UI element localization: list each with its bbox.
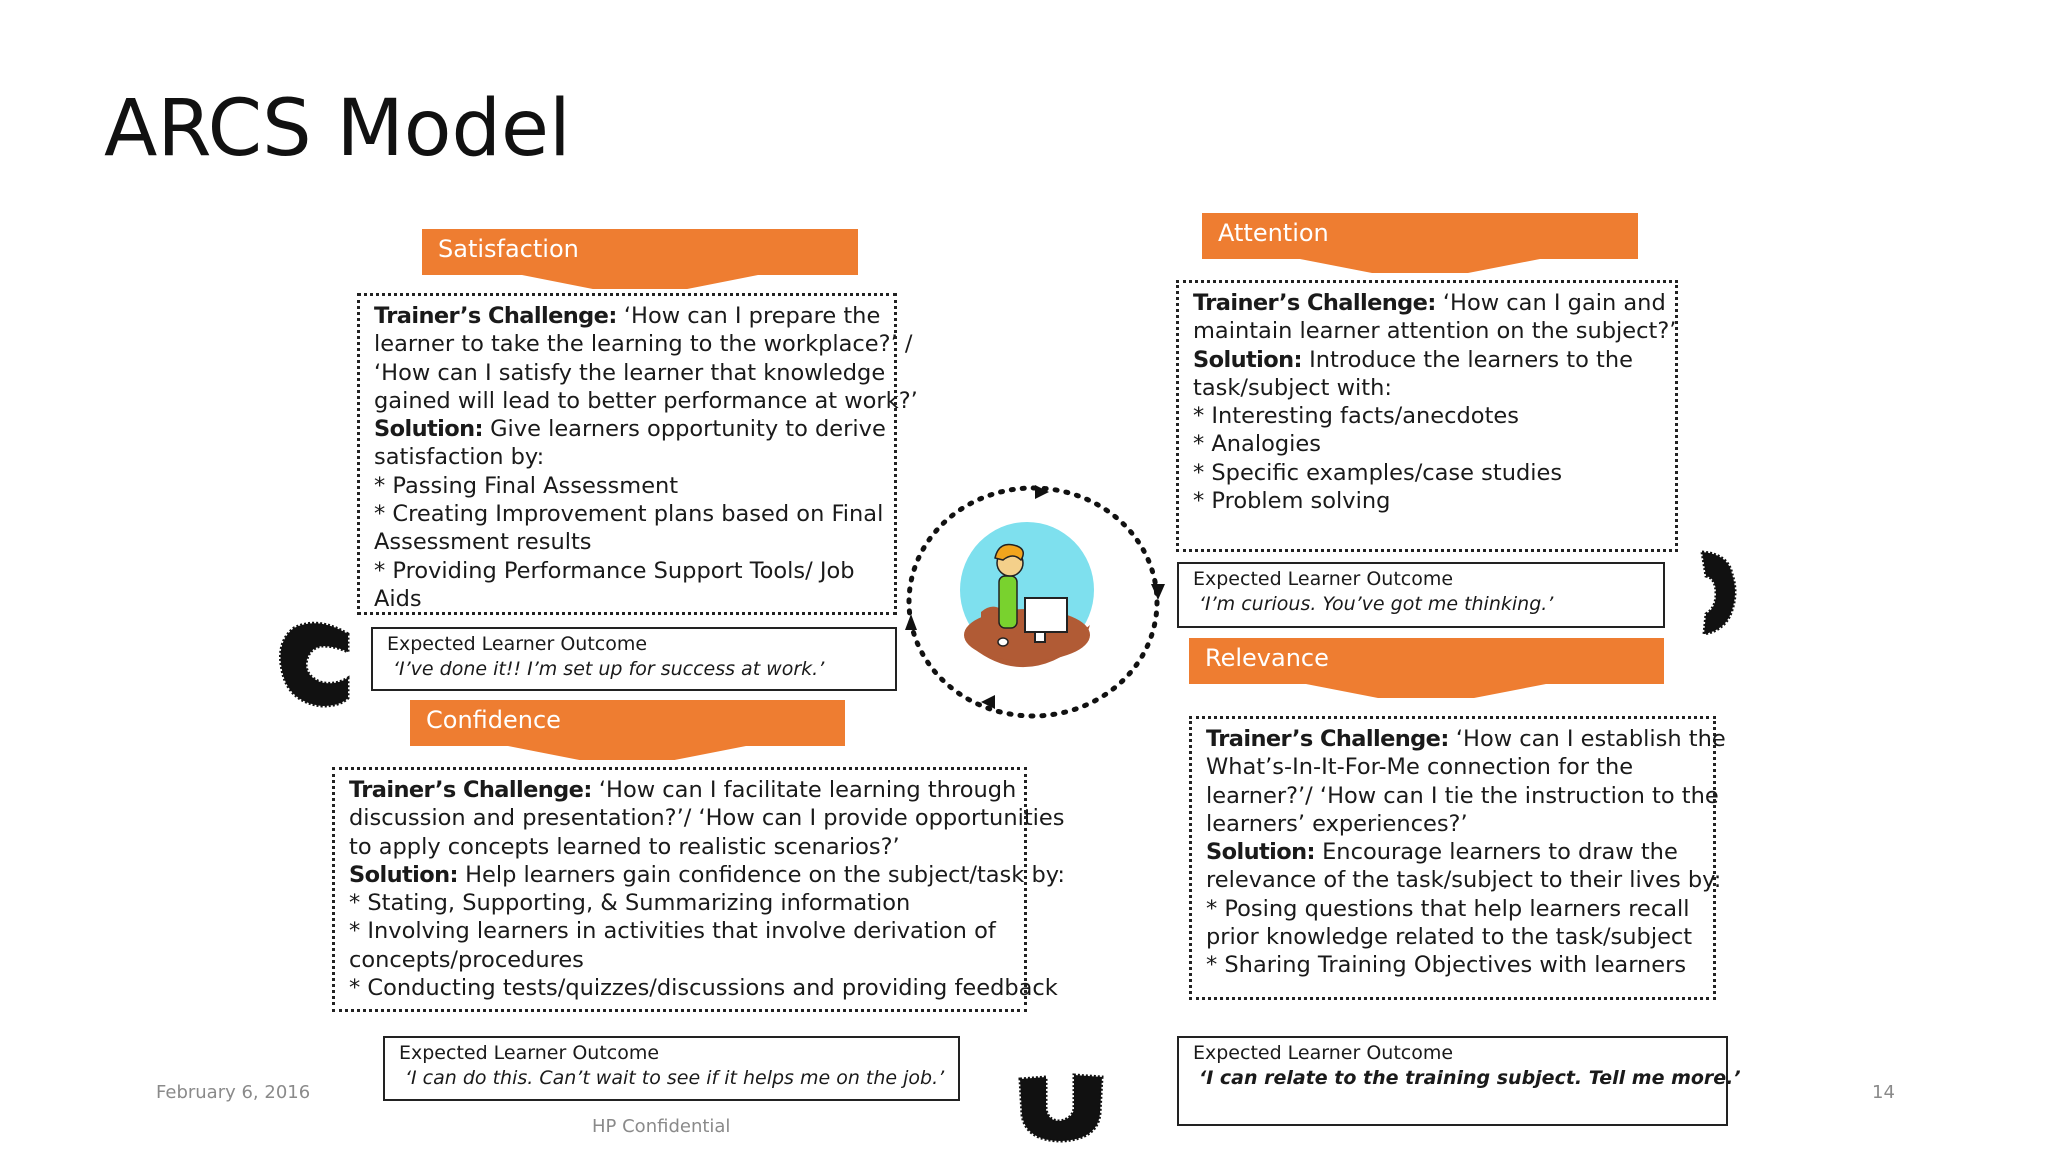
satisfaction-box	[357, 293, 918, 615]
relevance-pointer	[1306, 684, 1546, 698]
satisfaction-outcome-label: Expected Learner Outcome	[387, 633, 648, 655]
confidence-solution-1: * Stating, Supporting, & Summarizing information	[349, 890, 911, 917]
attention-solution-1: task/subject with:	[1193, 374, 1392, 401]
satisfaction-solution-1: satisfaction by:	[374, 444, 545, 471]
letter-j-blob	[1698, 548, 1738, 636]
learner-at-computer-icon	[960, 522, 1094, 667]
attention-outcome-label: Expected Learner Outcome	[1193, 568, 1454, 590]
relevance-header	[1189, 638, 1664, 684]
attention-header-label: Attention	[1218, 219, 1329, 247]
confidence-box	[332, 767, 1066, 1012]
relevance-line-1: What’s-In-It-For-Me connection for the	[1206, 754, 1634, 781]
footer-confidential: HP Confidential	[592, 1116, 731, 1137]
confidence-outcome-box	[383, 1036, 960, 1101]
confidence-header-label: Confidence	[426, 706, 561, 734]
satisfaction-solution-label: Solution:	[374, 416, 483, 443]
attention-solution-2: * Interesting facts/anecdotes	[1193, 403, 1519, 430]
confidence-line-2: to apply concepts learned to realistic scenarios?’	[349, 833, 900, 860]
attention-header	[1202, 213, 1638, 259]
relevance-box	[1189, 716, 1726, 1000]
satisfaction-line-2: ‘How can I satisfy the learner that knowledge	[374, 359, 886, 386]
attention-line-1: maintain learner attention on the subject?’	[1193, 318, 1677, 345]
relevance-solution-4: * Sharing Training Objectives with learners	[1206, 952, 1687, 979]
relevance-outcome-quote: ‘I can relate to the training subject. Tell me more.’	[1199, 1067, 1741, 1089]
confidence-solution-label: Solution:	[349, 861, 458, 888]
confidence-solution-3: concepts/procedures	[349, 946, 584, 973]
confidence-solution-0: Help learners gain confidence on the subject/task by:	[465, 861, 1066, 888]
attention-solution-label: Solution:	[1193, 346, 1302, 373]
satisfaction-line-3: gained will lead to better performance at work?’	[374, 387, 918, 414]
satisfaction-pointer	[522, 275, 758, 289]
relevance-line-2: learner?’/ ‘How can I tie the instruction to the	[1206, 782, 1719, 809]
satisfaction-solution-4: Assessment results	[374, 529, 592, 556]
confidence-header	[410, 700, 845, 746]
confidence-outcome-quote: ‘I can do this. Can’t wait to see if it helps me on the job.’	[405, 1067, 945, 1089]
satisfaction-solution-2: * Passing Final Assessment	[374, 472, 679, 499]
satisfaction-outcome-box	[371, 627, 897, 691]
satisfaction-solution-0: Give learners opportunity to derive	[490, 416, 886, 443]
cycle-arrow-left	[905, 614, 917, 630]
confidence-challenge-label: Trainer’s Challenge:	[349, 777, 592, 803]
footer-date: February 6, 2016	[156, 1082, 311, 1103]
relevance-solution-2: * Posing questions that help learners recall	[1206, 895, 1690, 922]
attention-solution-3: * Analogies	[1193, 431, 1321, 458]
relevance-line-3: learners’ experiences?’	[1206, 810, 1468, 837]
satisfaction-header	[422, 229, 858, 275]
relevance-solution-label: Solution:	[1206, 839, 1315, 866]
satisfaction-header-label: Satisfaction	[438, 235, 579, 263]
relevance-line-0: ‘How can I establish the	[1455, 726, 1726, 752]
attention-solution-5: * Problem solving	[1193, 488, 1391, 515]
confidence-solution-2: * Involving learners in activities that involve derivation of	[349, 918, 996, 945]
satisfaction-outcome-quote: ‘I’ve done it!! I’m set up for success at work.’	[393, 658, 825, 680]
relevance-outcome-label: Expected Learner Outcome	[1193, 1042, 1454, 1064]
satisfaction-challenge-label: Trainer’s Challenge:	[374, 303, 617, 329]
satisfaction-solution-5: * Providing Performance Support Tools/ Job	[374, 557, 855, 584]
confidence-line-0: ‘How can I facilitate learning through	[598, 777, 1017, 803]
relevance-solution-1: relevance of the task/subject to their lives by:	[1206, 867, 1722, 894]
relevance-challenge-label: Trainer’s Challenge:	[1206, 726, 1449, 752]
satisfaction-line-1: learner to take the learning to the workplace?’ /	[374, 331, 913, 358]
relevance-solution-3: prior knowledge related to the task/subject	[1206, 924, 1693, 951]
confidence-solution-4: * Conducting tests/quizzes/discussions and providing feedback	[349, 975, 1058, 1002]
attention-solution-0: Introduce the learners to the	[1309, 346, 1633, 373]
satisfaction-solution-6: Aids	[374, 585, 422, 612]
satisfaction-line-0: ‘How can I prepare the	[623, 303, 881, 329]
attention-challenge-label: Trainer’s Challenge:	[1193, 290, 1436, 316]
attention-outcome-quote: ‘I’m curious. You’ve got me thinking.’	[1199, 593, 1554, 615]
letter-u-blob	[1018, 1073, 1104, 1143]
confidence-pointer	[508, 746, 746, 760]
attention-box	[1176, 280, 1678, 552]
attention-line-0: ‘How can I gain and	[1442, 290, 1666, 316]
confidence-outcome-label: Expected Learner Outcome	[399, 1042, 660, 1064]
relevance-solution-0: Encourage learners to draw the	[1322, 839, 1678, 866]
attention-pointer	[1300, 259, 1540, 273]
satisfaction-solution-3: * Creating Improvement plans based on Final	[374, 501, 884, 528]
cycle-graphic	[895, 480, 1175, 725]
confidence-line-1: discussion and presentation?’/ ‘How can I provide opportunities	[349, 805, 1065, 832]
letter-c-blob	[278, 620, 350, 708]
footer-page-number: 14	[1872, 1082, 1895, 1103]
attention-outcome-box	[1177, 562, 1665, 628]
relevance-header-label: Relevance	[1205, 644, 1329, 672]
relevance-outcome-box	[1177, 1036, 1741, 1126]
slide-title: ARCS Model	[104, 84, 571, 174]
attention-solution-4: * Specific examples/case studies	[1193, 459, 1563, 486]
cycle-arrow-right	[1151, 584, 1165, 600]
